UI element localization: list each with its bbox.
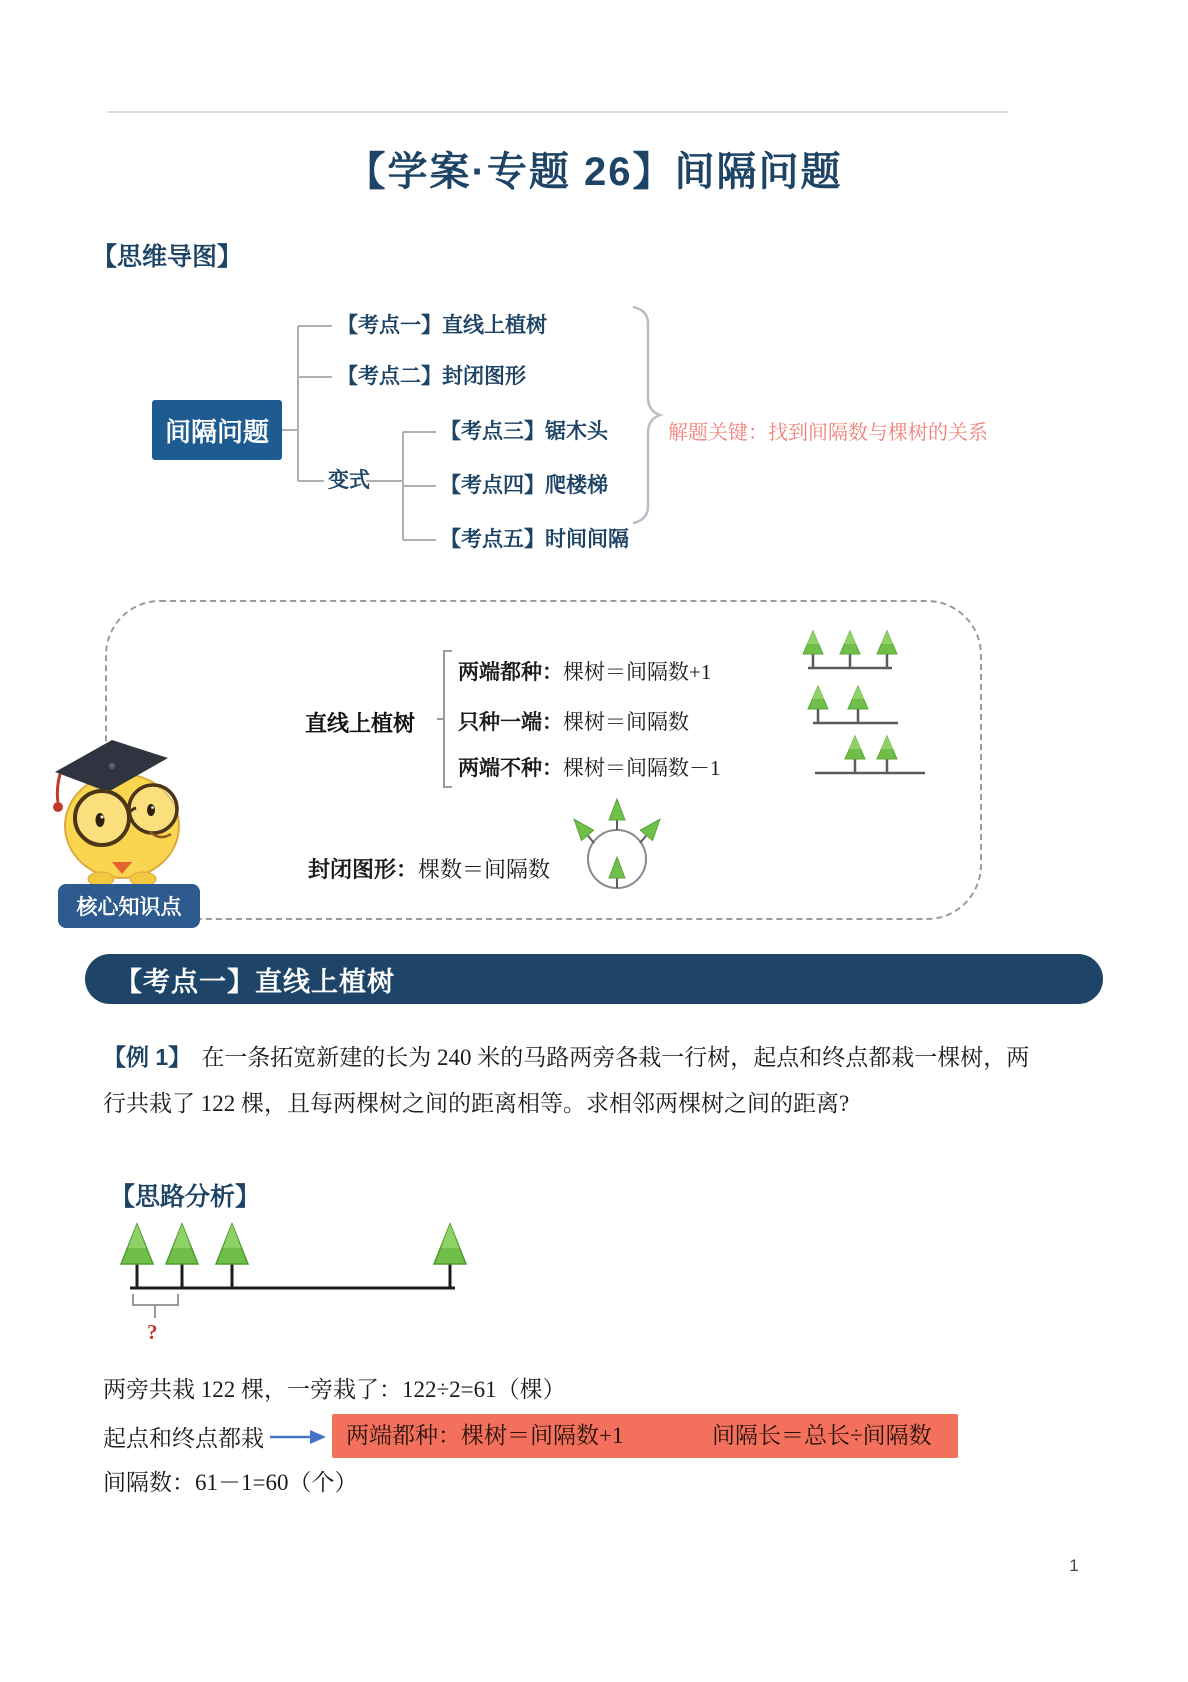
knowledge-row bbox=[458, 709, 689, 736]
calc-line-1: 两旁共栽 122 棵，一旁栽了：122÷2=61（棵） bbox=[103, 1377, 566, 1402]
mindmap-branch-5: 【考点五】时间间隔 bbox=[440, 528, 629, 551]
gap-question-mark: ? bbox=[147, 1320, 158, 1344]
mindmap-branch-2: 【考点二】封闭图形 bbox=[337, 365, 526, 388]
calc-line-2: 间隔数：61－1=60（个） bbox=[103, 1470, 358, 1495]
tree-icon bbox=[216, 1224, 248, 1288]
row-formula: 棵树＝间隔数－1 bbox=[563, 756, 721, 780]
highlight-formula-1: 两端都种：棵树＝间隔数+1 bbox=[346, 1423, 624, 1448]
example-tag: 【例 1】 bbox=[103, 1044, 192, 1070]
brace-icon bbox=[633, 307, 660, 523]
key-note: 解题关键：找到间隔数与棵树的关系 bbox=[668, 422, 988, 444]
highlight-box bbox=[332, 1414, 958, 1458]
analysis-heading: 【思路分析】 bbox=[110, 1183, 261, 1211]
condition-text: 起点和终点都栽 bbox=[103, 1426, 264, 1451]
page-number: 1 bbox=[1069, 1556, 1079, 1575]
example-text-line2: 行共栽了 122 棵，且每两棵树之间的距离相等。求相邻两棵树之间的距离? bbox=[103, 1091, 850, 1116]
row-formula: 棵树＝间隔数 bbox=[563, 710, 689, 734]
gap-bracket-icon bbox=[133, 1294, 178, 1318]
mindmap-branch-4: 【考点四】爬楼梯 bbox=[440, 474, 608, 497]
tree-icon bbox=[434, 1224, 466, 1288]
mindmap-variant-node: 变式 bbox=[328, 469, 370, 492]
line-planting-label: 直线上植树 bbox=[305, 711, 416, 736]
row-label: 只种一端： bbox=[458, 711, 563, 734]
section-header-bar: 【考点一】直线上植树 bbox=[85, 954, 1103, 1004]
highlight-formula-2: 间隔长＝总长÷间隔数 bbox=[712, 1423, 932, 1448]
mindmap-branch-1: 【考点一】直线上植树 bbox=[337, 314, 547, 337]
row-formula: 棵树＝间隔数+1 bbox=[563, 660, 712, 684]
analysis-tree-diagram bbox=[121, 1224, 466, 1318]
core-knowledge-badge: 核心知识点 bbox=[58, 884, 200, 928]
knowledge-row bbox=[458, 659, 711, 686]
example-body: 在一条拓宽新建的长为 240 米的马路两旁各栽一行树，起点和终点都栽一棵树，两 bbox=[201, 1045, 1030, 1070]
knowledge-row bbox=[458, 755, 721, 782]
row-label: 两端不种： bbox=[458, 757, 563, 780]
mindmap-root-node: 间隔问题 bbox=[152, 400, 282, 460]
tree-icon bbox=[121, 1224, 153, 1288]
tree-icon bbox=[166, 1224, 198, 1288]
divider bbox=[107, 111, 1008, 113]
example-text-line1 bbox=[103, 1042, 1029, 1073]
arrow-right-icon bbox=[270, 1430, 326, 1444]
row-label: 两端都种： bbox=[458, 661, 563, 684]
mindmap-branch-3: 【考点三】锯木头 bbox=[440, 420, 608, 443]
page-title: 【学案·专题 26】间隔问题 bbox=[345, 150, 843, 194]
mindmap-heading: 【思维导图】 bbox=[92, 243, 243, 271]
closed-formula: 棵数＝间隔数 bbox=[418, 857, 551, 882]
closed-label: 封闭图形： bbox=[308, 857, 419, 882]
closed-figure-row bbox=[308, 853, 550, 884]
mindmap-connector-lines bbox=[282, 326, 436, 540]
